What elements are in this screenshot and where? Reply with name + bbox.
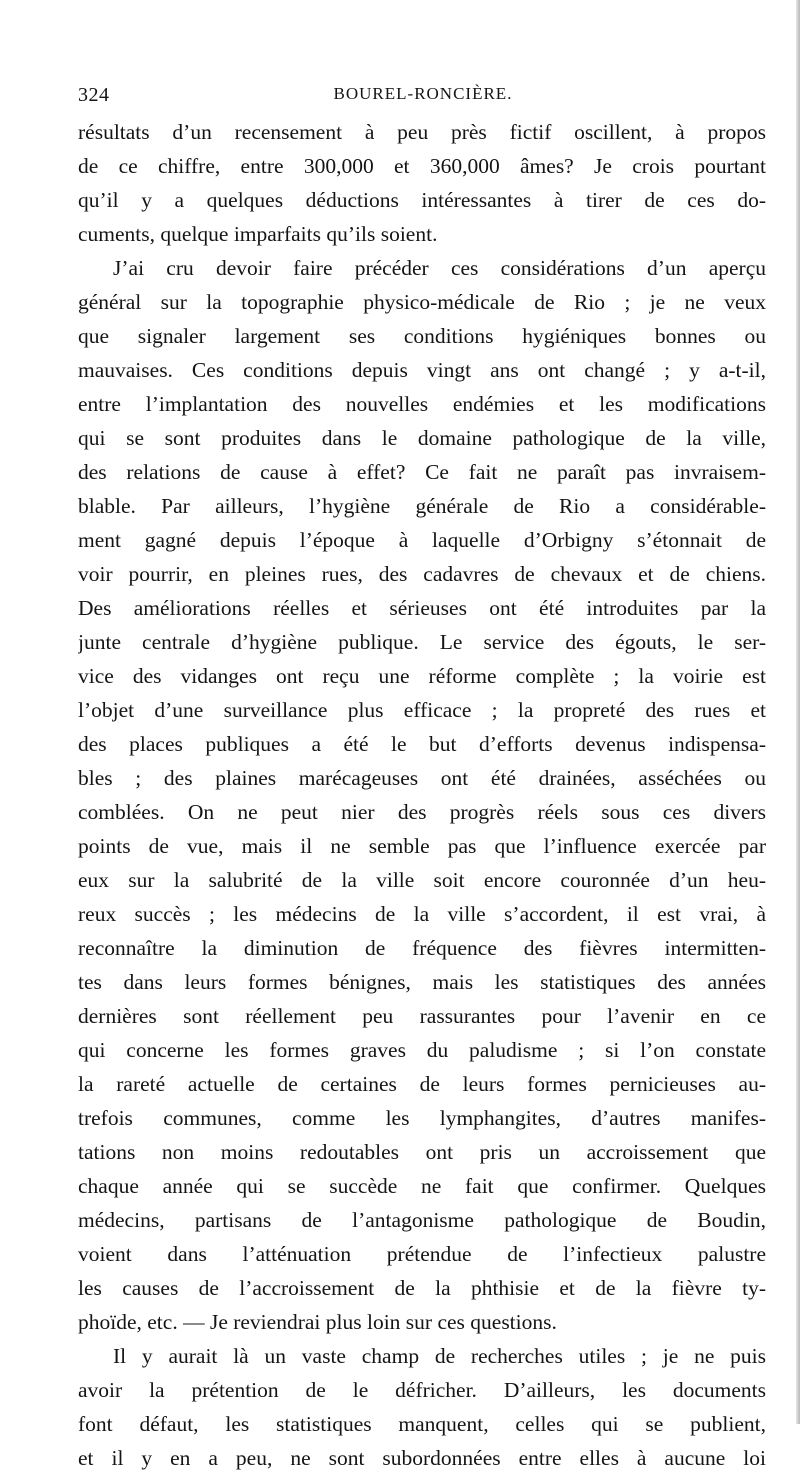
text-line: l’objet d’une surveillance plus efficace ; la propreté des rues et	[78, 698, 766, 722]
text-line: entre l’implantation des nouvelles endémies et les modifications	[78, 392, 766, 416]
text-line: tes dans leurs formes bénignes, mais les statistiques des années	[78, 970, 766, 994]
text-line: que signaler largement ses conditions hygiéniques bonnes ou	[78, 324, 766, 348]
text-line: eux sur la salubrité de la ville soit encore couronnée d’un heu-	[78, 868, 766, 892]
text-line: blable. Par ailleurs, l’hygiène générale de Rio a considérable-	[78, 494, 766, 518]
text-line: Des améliorations réelles et sérieuses ont été introduites par la	[78, 596, 766, 620]
text-line: phoïde, etc. — Je reviendrai plus loin sur ces questions.	[78, 1310, 557, 1334]
text-line: Il y aurait là un vaste champ de recherches utiles ; je ne puis	[113, 1344, 766, 1368]
text-line: qui concerne les formes graves du paludisme ; si l’on constate	[78, 1038, 766, 1062]
text-line: de ce chiffre, entre 300,000 et 360,000 âmes? Je crois pourtant	[78, 154, 766, 178]
text-line: la rareté actuelle de certaines de leurs formes pernicieuses au-	[78, 1072, 766, 1096]
text-line: comblées. On ne peut nier des progrès réels sous ces divers	[78, 800, 766, 824]
text-line: J’ai cru devoir faire précéder ces considérations d’un aperçu	[113, 256, 766, 280]
text-line: font défaut, les statistiques manquent, celles qui se publient,	[78, 1412, 766, 1436]
text-line: junte centrale d’hygiène publique. Le service des égouts, le ser-	[78, 630, 766, 654]
text-line: qui se sont produites dans le domaine pathologique de la ville,	[78, 426, 766, 450]
text-line: chaque année qui se succède ne fait que confirmer. Quelques	[78, 1174, 766, 1198]
text-line: voir pourrir, en pleines rues, des cadavres de chevaux et de chiens.	[78, 562, 766, 586]
text-line: trefois communes, comme les lymphangites, d’autres manifes-	[78, 1106, 766, 1130]
text-line: cuments, quelque imparfaits qu’ils soient.	[78, 222, 438, 246]
body-text	[78, 115, 766, 1475]
text-line: les causes de l’accroissement de la phthisie et de la fièvre ty-	[78, 1276, 766, 1300]
text-line: médecins, partisans de l’antagonisme pathologique de Boudin,	[78, 1208, 766, 1232]
text-line: reconnaître la diminution de fréquence des fièvres intermitten-	[78, 936, 766, 960]
text-line: et il y en a peu, ne sont subordonnées entre elles à aucune loi	[78, 1446, 766, 1470]
text-line: des places publiques a été le but d’efforts devenus indispensa-	[78, 732, 766, 756]
text-line: tations non moins redoutables ont pris un accroissement que	[78, 1140, 766, 1164]
text-line: résultats d’un recensement à peu près fictif oscillent, à propos	[78, 120, 766, 144]
text-line: reux succès ; les médecins de la ville s’accordent, il est vrai, à	[78, 902, 766, 926]
text-line: qu’il y a quelques déductions intéressantes à tirer de ces do-	[78, 188, 766, 212]
running-title: BOUREL-RONCIÈRE.	[333, 84, 513, 103]
text-line: mauvaises. Ces conditions depuis vingt ans ont changé ; y a-t-il,	[78, 358, 766, 382]
page-edge-shadow	[796, 0, 800, 1424]
running-head	[78, 84, 768, 108]
text-line: des relations de cause à effet? Ce fait ne paraît pas invraisem-	[78, 460, 766, 484]
text-line: vice des vidanges ont reçu une réforme complète ; la voirie est	[78, 664, 766, 688]
text-line: points de vue, mais il ne semble pas que l’influence exercée par	[78, 834, 766, 858]
text-line: dernières sont réellement peu rassurantes pour l’avenir en ce	[78, 1004, 766, 1028]
text-line: général sur la topographie physico-médicale de Rio ; je ne veux	[78, 290, 766, 314]
page-number: 324	[78, 84, 110, 106]
text-line: bles ; des plaines marécageuses ont été drainées, asséchées ou	[78, 766, 766, 790]
text-line: ment gagné depuis l’époque à laquelle d’Orbigny s’étonnait de	[78, 528, 766, 552]
text-line: avoir la prétention de le défricher. D’ailleurs, les documents	[78, 1378, 766, 1402]
text-line: voient dans l’atténuation prétendue de l’infectieux palustre	[78, 1242, 766, 1266]
